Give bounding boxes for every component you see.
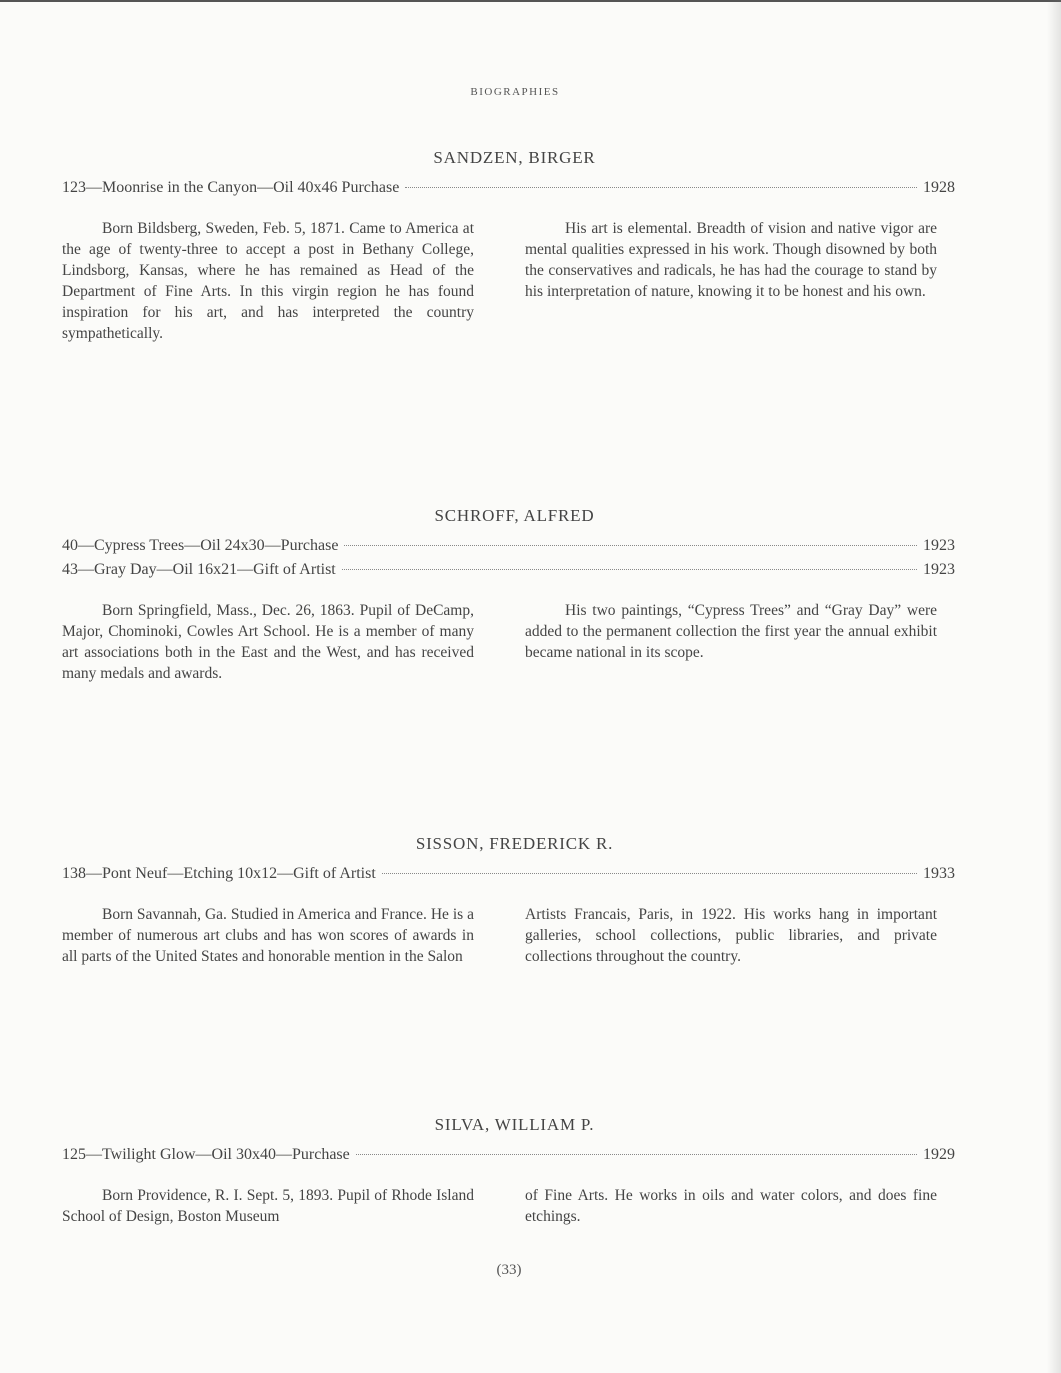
work-year: 1929 bbox=[923, 1146, 955, 1163]
work-title: 138—Pont Neuf—Etching 10x12—Gift of Artist bbox=[62, 865, 376, 882]
artist-name: SANDZEN, BIRGER bbox=[433, 148, 596, 167]
artist-section-sandzen bbox=[62, 148, 955, 344]
artist-name: SISSON, FREDERICK R. bbox=[415, 834, 614, 853]
work-title: 43—Gray Day—Oil 16x21—Gift of Artist bbox=[62, 561, 336, 578]
bio-right-column: Artists Francais, Paris, in 1922. His works hang in important galleries, school collections, public libraries, and private collections throughout the country. bbox=[525, 906, 937, 965]
bio-left-column: Born Springfield, Mass., Dec. 26, 1863. Pupil of DeCamp, Major, Chominoki, Cowles Art School. He is a member of many art associations both in the East and the West, and has received many medals and awards. bbox=[62, 602, 474, 682]
dot-leader bbox=[342, 569, 917, 570]
work-entry bbox=[62, 176, 955, 200]
page-top-edge bbox=[0, 0, 1061, 2]
page-number: (33) bbox=[496, 1262, 522, 1278]
dot-leader bbox=[382, 873, 917, 874]
work-entry bbox=[62, 534, 955, 558]
artist-section-sisson bbox=[62, 834, 955, 967]
bio-right-column: of Fine Arts. He works in oils and water colors, and does fine etchings. bbox=[525, 1187, 937, 1225]
artist-name: SILVA, WILLIAM P. bbox=[434, 1115, 595, 1134]
running-head: BIOGRAPHIES bbox=[470, 86, 560, 98]
dot-leader bbox=[356, 1154, 917, 1155]
work-entry bbox=[62, 862, 955, 886]
biography bbox=[62, 218, 955, 344]
work-year: 1933 bbox=[923, 865, 955, 882]
bio-left-column: Born Bildsberg, Sweden, Feb. 5, 1871. Came to America at the age of twenty-three to accept a post in Bethany College, Lindsborg, Kansas, where he has remained as Head of the Department of Fine Arts. In this virgin region he has found inspiration for his art, and has interpreted the country sympathetically. bbox=[62, 220, 474, 342]
bio-right-column: His art is elemental. Breadth of vision and native vigor are mental qualities expressed in his work. Though disowned by both the conservatives and radicals, he has had the courage to stand by his interpretation of nature, knowing it to be honest and his own. bbox=[525, 220, 937, 300]
bio-left-column: Born Savannah, Ga. Studied in America and France. He is a member of numerous art clubs and has won scores of awards in all parts of the United States and honorable mention in the Salon bbox=[62, 906, 474, 965]
artist-name: SCHROFF, ALFRED bbox=[434, 506, 595, 525]
dot-leader bbox=[405, 187, 917, 188]
work-year: 1923 bbox=[923, 537, 955, 554]
bio-left-column: Born Providence, R. I. Sept. 5, 1893. Pupil of Rhode Island School of Design, Boston Museum bbox=[62, 1187, 474, 1225]
work-year: 1928 bbox=[923, 179, 955, 196]
biography bbox=[62, 600, 955, 684]
dot-leader bbox=[344, 545, 917, 546]
biography bbox=[62, 904, 955, 967]
biography bbox=[62, 1185, 955, 1227]
work-entry bbox=[62, 558, 955, 582]
bio-right-column: His two paintings, “Cypress Trees” and “Gray Day” were added to the permanent collection the first year the annual exhibit became national in its scope. bbox=[525, 602, 937, 661]
artist-section-schroff bbox=[62, 506, 955, 684]
work-year: 1923 bbox=[923, 561, 955, 578]
artist-section-silva bbox=[62, 1115, 955, 1227]
work-title: 40—Cypress Trees—Oil 24x30—Purchase bbox=[62, 537, 339, 554]
work-title: 125—Twilight Glow—Oil 30x40—Purchase bbox=[62, 1146, 350, 1163]
page-right-shadow bbox=[1047, 0, 1061, 1373]
work-title: 123—Moonrise in the Canyon—Oil 40x46 Purchase bbox=[62, 179, 400, 196]
work-entry bbox=[62, 1143, 955, 1167]
